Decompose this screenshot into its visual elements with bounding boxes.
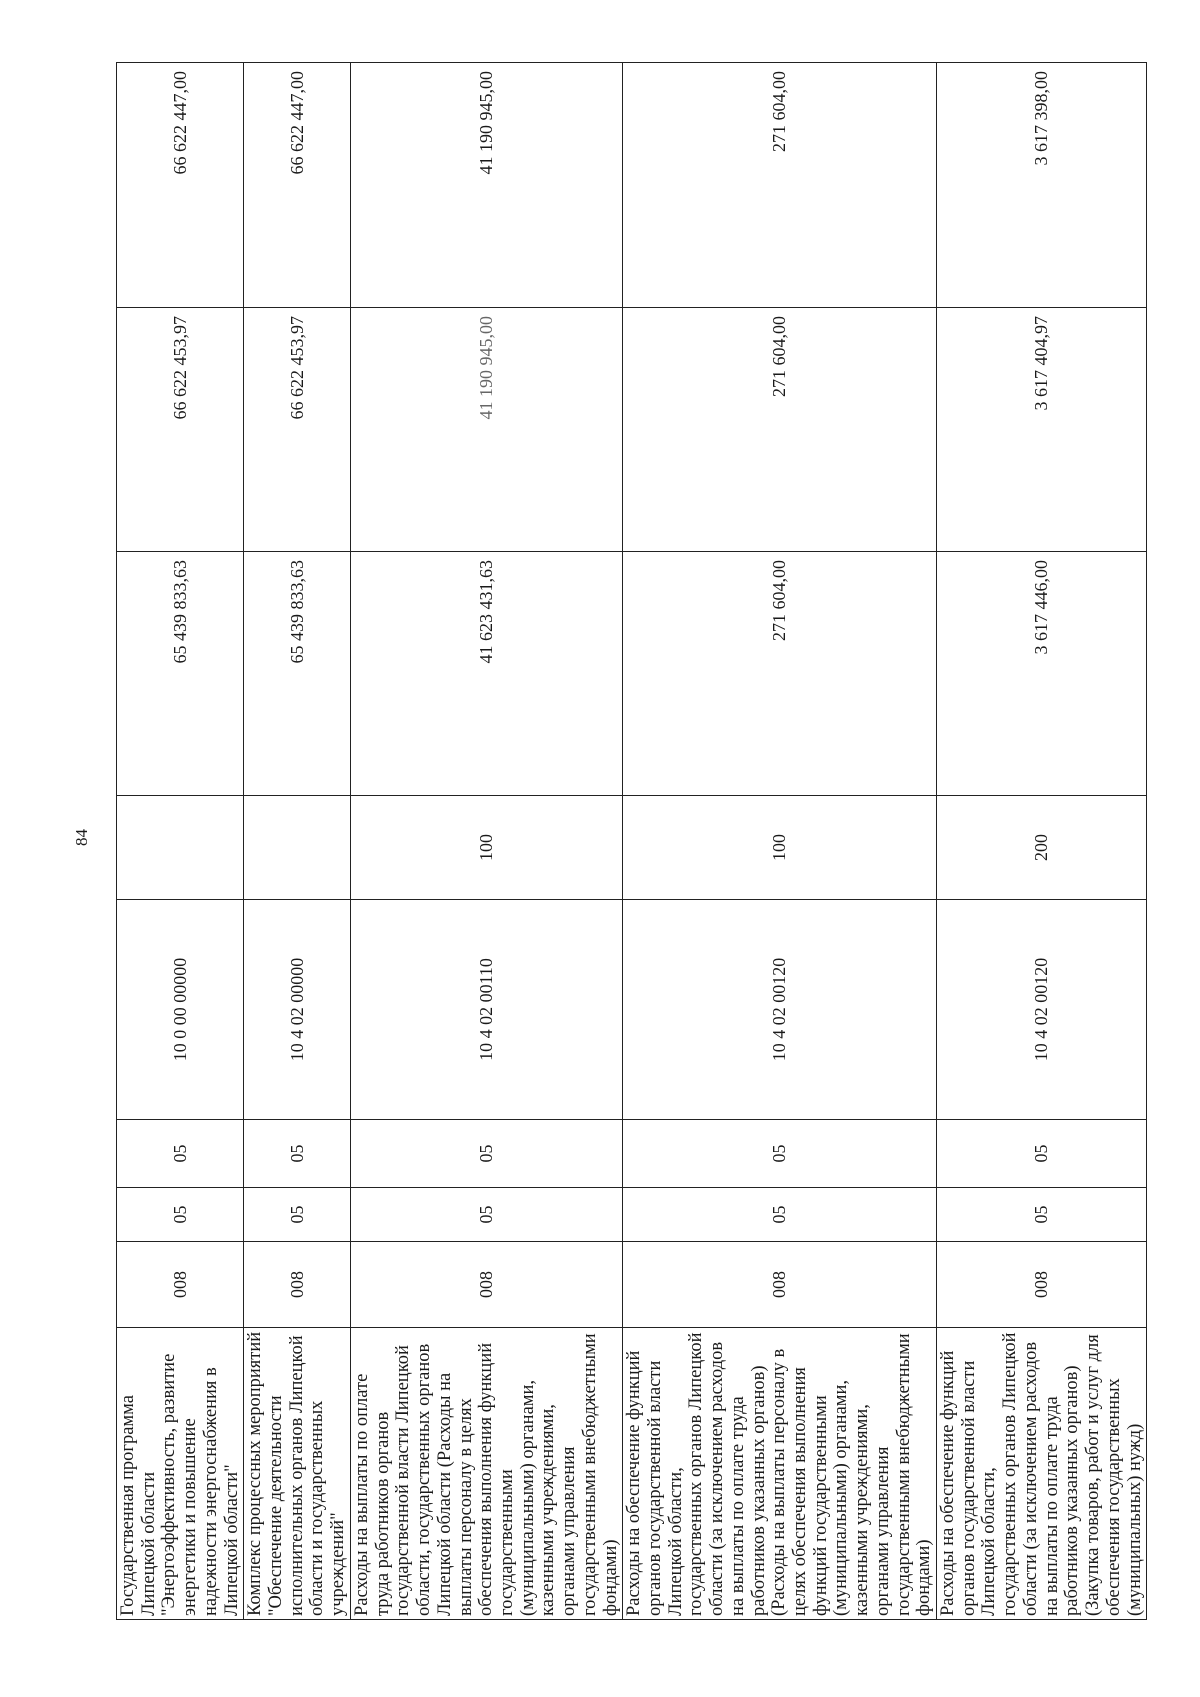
row-name: Государственная программа Липецкой области "Энергоэффективность, развитие энергетики и повышение надежности энергоснабжения в Липецкой области" — [117, 1328, 244, 1620]
cell-amount-3: 66 622 447,00 — [117, 63, 244, 308]
cell-expense-type: 100 — [350, 796, 622, 900]
cell-amount-3: 66 622 447,00 — [244, 63, 351, 308]
cell-subsection: 05 — [937, 1120, 1147, 1188]
cell-admin: 008 — [244, 1242, 351, 1328]
cell-amount-3: 271 604,00 — [623, 63, 937, 308]
cell-section: 05 — [623, 1188, 937, 1242]
cell-amount-1: 271 604,00 — [623, 552, 937, 796]
cell-amount-1: 41 623 431,63 — [350, 552, 622, 796]
table-row — [117, 63, 244, 1620]
cell-admin: 008 — [350, 1242, 622, 1328]
cell-subsection: 05 — [117, 1120, 244, 1188]
row-name: Расходы на обеспечение функций органов государственной власти Липецкой области, государственных органов Липецкой области (за исключением расходов на выплаты по оплате труда работников указанных органов) (Закупка товаров, работ и услуг для обеспечения государственных (муниципальных) нужд) — [937, 1328, 1147, 1620]
table-row — [937, 63, 1147, 1620]
cell-expense-type — [117, 796, 244, 900]
budget-table — [116, 62, 1147, 1620]
cell-target: 10 4 02 00120 — [937, 900, 1147, 1120]
cell-target: 10 0 00 00000 — [117, 900, 244, 1120]
cell-target: 10 4 02 00110 — [350, 900, 622, 1120]
cell-expense-type: 200 — [937, 796, 1147, 900]
cell-amount-1: 3 617 446,00 — [937, 552, 1147, 796]
cell-target: 10 4 02 00120 — [623, 900, 937, 1120]
rotated-page-content — [116, 63, 1145, 1620]
cell-amount-3: 3 617 398,00 — [937, 63, 1147, 308]
cell-amount-2: 41 190 945,00 — [350, 308, 622, 552]
row-name: Расходы на обеспечение функций органов государственной власти Липецкой области, государственных органов Липецкой области (за исключением расходов на выплаты по оплате труда работников указанных органов) (Расходы на выплаты персоналу в целях обеспечения выполнения функций государственными (муниципальными) органами, казенными учреждениями, органами управления государственными внебюджетными фондами) — [623, 1328, 937, 1620]
cell-amount-2: 66 622 453,97 — [117, 308, 244, 552]
cell-expense-type: 100 — [623, 796, 937, 900]
table-row — [623, 63, 937, 1620]
cell-expense-type — [244, 796, 351, 900]
cell-subsection: 05 — [623, 1120, 937, 1188]
table-row — [244, 63, 351, 1620]
cell-amount-1: 65 439 833,63 — [244, 552, 351, 796]
cell-amount-1: 65 439 833,63 — [117, 552, 244, 796]
cell-admin: 008 — [623, 1242, 937, 1328]
row-name: Комплекс процессных мероприятий "Обеспечение деятельности исполнительных органов Липецкой области и государственных учреждений" — [244, 1328, 351, 1620]
cell-amount-2: 271 604,00 — [623, 308, 937, 552]
cell-admin: 008 — [937, 1242, 1147, 1328]
cell-amount-2: 66 622 453,97 — [244, 308, 351, 552]
cell-amount-3: 41 190 945,00 — [350, 63, 622, 308]
cell-section: 05 — [117, 1188, 244, 1242]
page-number: 84 — [72, 829, 91, 846]
cell-section: 05 — [350, 1188, 622, 1242]
cell-subsection: 05 — [244, 1120, 351, 1188]
cell-admin: 008 — [117, 1242, 244, 1328]
cell-section: 05 — [937, 1188, 1147, 1242]
row-name: Расходы на выплаты по оплате труда работников органов государственной власти Липецкой области, государственных органов Липецкой области (Расходы на выплаты персоналу в целях обеспечения выполнения функций государственными (муниципальными) органами, казенными учреждениями, органами управления государственными внебюджетными фондами) — [350, 1328, 622, 1620]
cell-target: 10 4 02 00000 — [244, 900, 351, 1120]
cell-subsection: 05 — [350, 1120, 622, 1188]
cell-section: 05 — [244, 1188, 351, 1242]
table-row — [350, 63, 622, 1620]
cell-amount-2: 3 617 404,97 — [937, 308, 1147, 552]
